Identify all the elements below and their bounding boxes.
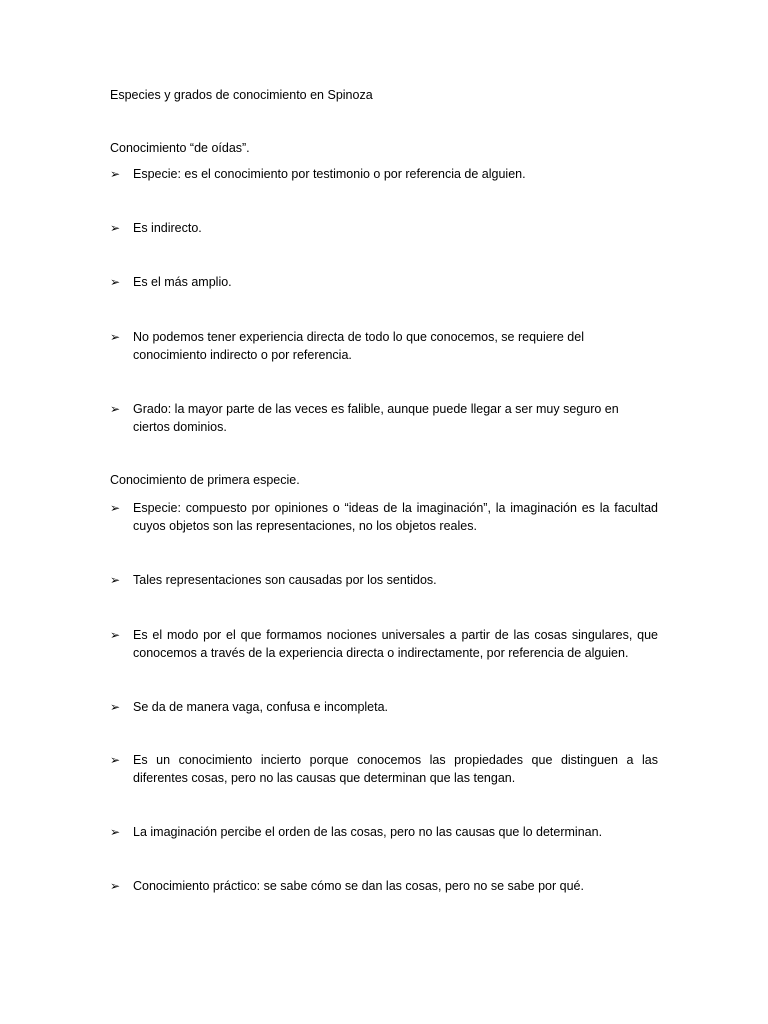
list-item-text: Especie: compuesto por opiniones o “ideas de la imaginación”, la imaginación es la facultad cuyos objetos son las representaciones, no los objetos reales. [133, 501, 658, 533]
list-item [110, 220, 658, 238]
arrow-bullet-icon: ➢ [110, 402, 121, 416]
list-item-text: Es el más amplio. [133, 275, 232, 289]
arrow-bullet-icon: ➢ [110, 700, 121, 714]
arrow-bullet-icon: ➢ [110, 330, 121, 344]
list-item [110, 274, 658, 292]
list-item [110, 401, 658, 436]
section-heading-primera-especie: Conocimiento de primera especie. [110, 473, 300, 487]
list-item-text: Conocimiento práctico: se sabe cómo se dan las cosas, pero no se sabe por qué. [133, 879, 584, 893]
list-item [110, 500, 658, 535]
arrow-bullet-icon: ➢ [110, 628, 121, 642]
list-item [110, 752, 658, 787]
list-item-text: La imaginación percibe el orden de las cosas, pero no las causas que lo determinan. [133, 825, 603, 839]
list-item-text: Es el modo por el que formamos nociones universales a partir de las cosas singulares, que conocemos a través de la experiencia directa o indirectamente, por referencia de alguien. [133, 628, 658, 660]
arrow-bullet-icon: ➢ [110, 879, 121, 893]
list-item-text: Es un conocimiento incierto porque conocemos las propiedades que distinguen a las diferentes cosas, pero no las causas que determinan que las tengan. [133, 753, 658, 785]
list-item [110, 824, 658, 842]
list-item [110, 878, 658, 896]
list-item-text: Grado: la mayor parte de las veces es falible, aunque puede llegar a ser muy seguro en ciertos dominios. [133, 402, 619, 434]
list-item-text: Tales representaciones son causadas por los sentidos. [133, 573, 437, 587]
list-item [110, 627, 658, 662]
list-item [110, 329, 658, 364]
list-item [110, 572, 658, 590]
list-item-text: Especie: es el conocimiento por testimonio o por referencia de alguien. [133, 167, 526, 181]
arrow-bullet-icon: ➢ [110, 501, 121, 515]
arrow-bullet-icon: ➢ [110, 825, 121, 839]
list-item-text: Se da de manera vaga, confusa e incompleta. [133, 700, 389, 714]
arrow-bullet-icon: ➢ [110, 753, 121, 767]
section-heading-de-oidas: Conocimiento “de oídas”. [110, 141, 250, 155]
list-item-text: Es indirecto. [133, 221, 202, 235]
arrow-bullet-icon: ➢ [110, 573, 121, 587]
list-item-text: No podemos tener experiencia directa de todo lo que conocemos, se requiere del conocimiento indirecto o por referencia. [133, 330, 584, 362]
arrow-bullet-icon: ➢ [110, 167, 121, 181]
list-item [110, 166, 658, 184]
arrow-bullet-icon: ➢ [110, 275, 121, 289]
arrow-bullet-icon: ➢ [110, 221, 121, 235]
document-title: Especies y grados de conocimiento en Spinoza [110, 88, 373, 102]
list-item [110, 699, 658, 717]
